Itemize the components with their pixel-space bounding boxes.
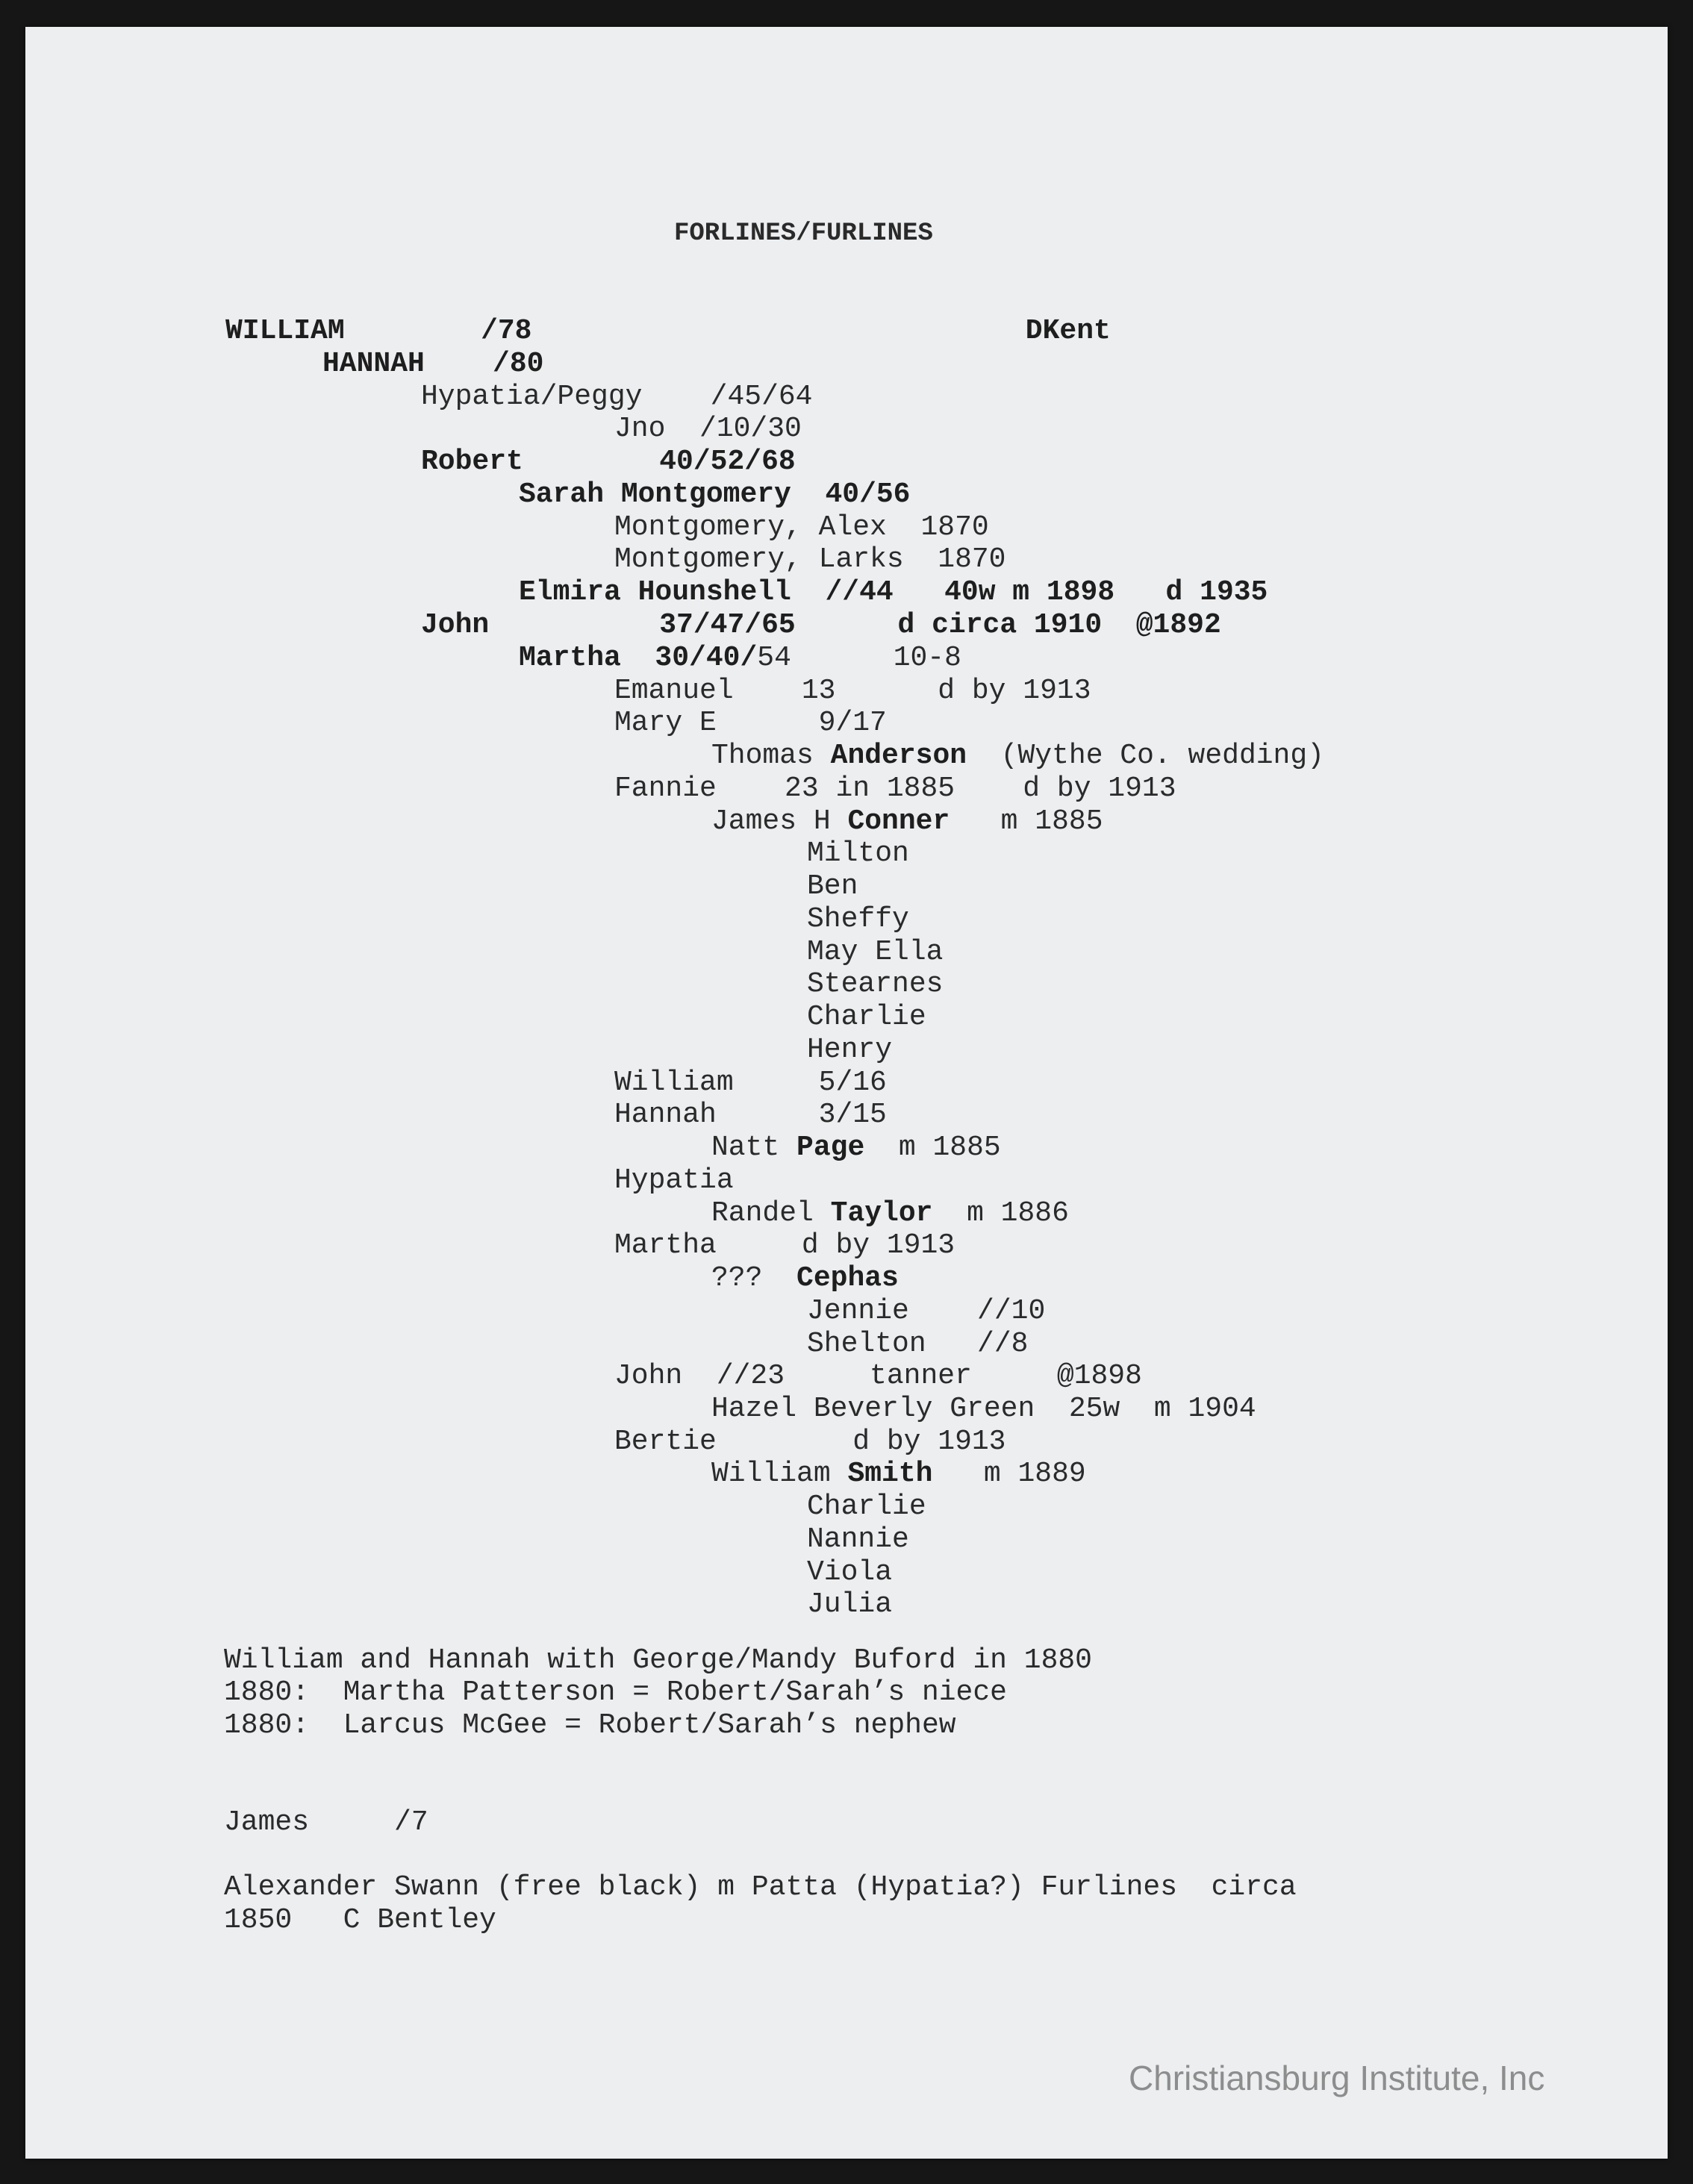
line-text: Ben: [807, 870, 858, 902]
document-line: [711, 1393, 1256, 1426]
document-line: [421, 446, 796, 478]
line-text: William: [711, 1458, 848, 1490]
line-text: (Wythe Co. wedding): [967, 740, 1324, 772]
document-line: [614, 543, 1006, 576]
line-text: Smith: [847, 1458, 933, 1490]
line-text: Mary E 9/17: [614, 707, 887, 739]
line-text: 1880: Larcus McGee = Robert/Sarah’s nephew: [224, 1709, 956, 1741]
line-text: Hypatia/Peggy /45/64: [421, 381, 813, 413]
document-line: [711, 805, 1103, 838]
document-line: [614, 773, 1176, 805]
line-text: m 1889: [932, 1458, 1086, 1490]
line-text: Jno /10/30: [614, 413, 802, 445]
line-text: Alexander Swann (free black) m Patta (Hypatia?) Furlines circa: [224, 1871, 1297, 1903]
line-text: Sheffy: [807, 903, 909, 935]
line-text: May Ella: [807, 936, 944, 968]
line-text: 54 10-8: [757, 642, 961, 674]
line-text: m 1886: [932, 1197, 1069, 1229]
line-text: Montgomery, Larks 1870: [614, 543, 1006, 575]
line-text: Viola: [807, 1556, 893, 1588]
document-line: [614, 707, 887, 740]
document-line: [614, 413, 802, 446]
line-text: 1880: Martha Patterson = Robert/Sarah’s niece: [224, 1676, 1007, 1709]
document-line: [614, 1067, 887, 1099]
line-text: Page: [796, 1132, 865, 1164]
watermark: Christiansburg Institute, Inc: [1129, 2059, 1545, 2097]
line-text: Randel: [711, 1197, 831, 1229]
document-line: [807, 1328, 1028, 1361]
document-line: [224, 1806, 428, 1839]
line-text: Montgomery, Alex 1870: [614, 511, 989, 543]
line-text: Robert 40/52/68: [421, 446, 796, 478]
line-text: Taylor: [830, 1197, 933, 1229]
document-line: [421, 609, 1221, 642]
document-line: [614, 511, 989, 544]
document-line: [711, 1197, 1069, 1230]
line-text: Shelton //8: [807, 1328, 1029, 1360]
document-line: [224, 1904, 496, 1937]
line-text: Julia: [807, 1588, 893, 1620]
document-line: [224, 1871, 1297, 1904]
line-text: 1850 C Bentley: [224, 1904, 496, 1936]
line-text: James /7: [224, 1806, 428, 1838]
document-line: [807, 903, 909, 936]
line-text: William 5/16: [614, 1067, 887, 1099]
document-line: [807, 1001, 926, 1034]
document-line: [807, 1556, 892, 1589]
document-line: [807, 936, 943, 969]
line-text: Anderson: [830, 740, 967, 772]
line-text: WILLIAM: [225, 315, 345, 347]
document-line: [614, 1426, 1006, 1458]
document-line: [614, 1099, 887, 1132]
line-text: Charlie: [807, 1491, 926, 1523]
document-line: [614, 1229, 955, 1262]
line-text: /78 DKent: [344, 315, 1111, 347]
document-line: [322, 348, 543, 381]
line-text: John //23 tanner @1898: [614, 1360, 1142, 1392]
line-text: Natt: [711, 1132, 797, 1164]
line-text: James H: [711, 805, 848, 837]
document-line: [519, 478, 911, 511]
line-text: Hazel Beverly Green 25w m 1904: [711, 1393, 1256, 1425]
line-text: Elmira Hounshell //44 40w m 1898 d 1935: [519, 576, 1268, 608]
line-text: Henry: [807, 1034, 893, 1066]
line-text: William and Hannah with George/Mandy Buford in 1880: [224, 1644, 1092, 1676]
document-line: [807, 837, 909, 870]
line-text: Charlie: [807, 1001, 926, 1033]
document-line: [807, 1295, 1045, 1328]
document-line: [224, 1709, 956, 1742]
document-line: [225, 315, 1111, 348]
document-line: [519, 576, 1268, 609]
line-text: Cephas: [796, 1262, 899, 1294]
document-line: [711, 1458, 1086, 1491]
line-text: Bertie d by 1913: [614, 1426, 1006, 1458]
line-text: Jennie //10: [807, 1295, 1046, 1327]
document-line: [807, 1034, 892, 1067]
document-line: [711, 1132, 1001, 1164]
line-text: m 1885: [950, 805, 1103, 837]
line-text: Hannah 3/15: [614, 1099, 887, 1131]
document-line: [614, 1164, 734, 1197]
line-text: Martha 30/40/: [519, 642, 758, 674]
document-line: [224, 1676, 1007, 1709]
line-text: HANNAH /80: [322, 348, 544, 380]
document-line: [421, 381, 813, 414]
line-text: Martha d by 1913: [614, 1229, 955, 1261]
line-text: Thomas: [711, 740, 831, 772]
line-text: m 1885: [864, 1132, 1001, 1164]
document-line: [807, 968, 943, 1001]
line-text: ???: [711, 1262, 797, 1294]
document-line: [807, 1491, 926, 1523]
line-text: Stearnes: [807, 968, 944, 1000]
line-text: Conner: [847, 805, 950, 837]
line-text: Nannie: [807, 1523, 909, 1556]
document-line: [807, 1588, 892, 1621]
line-text: Emanuel 13 d by 1913: [614, 675, 1091, 707]
document-line: [614, 675, 1091, 708]
line-text: Fannie 23 in 1885 d by 1913: [614, 773, 1176, 805]
document-line: [614, 1360, 1142, 1393]
document-line: [807, 1523, 909, 1556]
document-title: FORLINES/FURLINES: [674, 219, 933, 248]
document-line: [711, 1262, 899, 1295]
line-text: Sarah Montgomery 40/56: [519, 478, 911, 511]
document-line: [807, 870, 858, 903]
line-text: Hypatia: [614, 1164, 734, 1196]
document-line: [519, 642, 961, 675]
document-line: [224, 1644, 1092, 1677]
line-text: Milton: [807, 837, 909, 870]
document-line: [711, 740, 1324, 773]
line-text: John 37/47/65 d circa 1910 @1892: [421, 609, 1221, 641]
